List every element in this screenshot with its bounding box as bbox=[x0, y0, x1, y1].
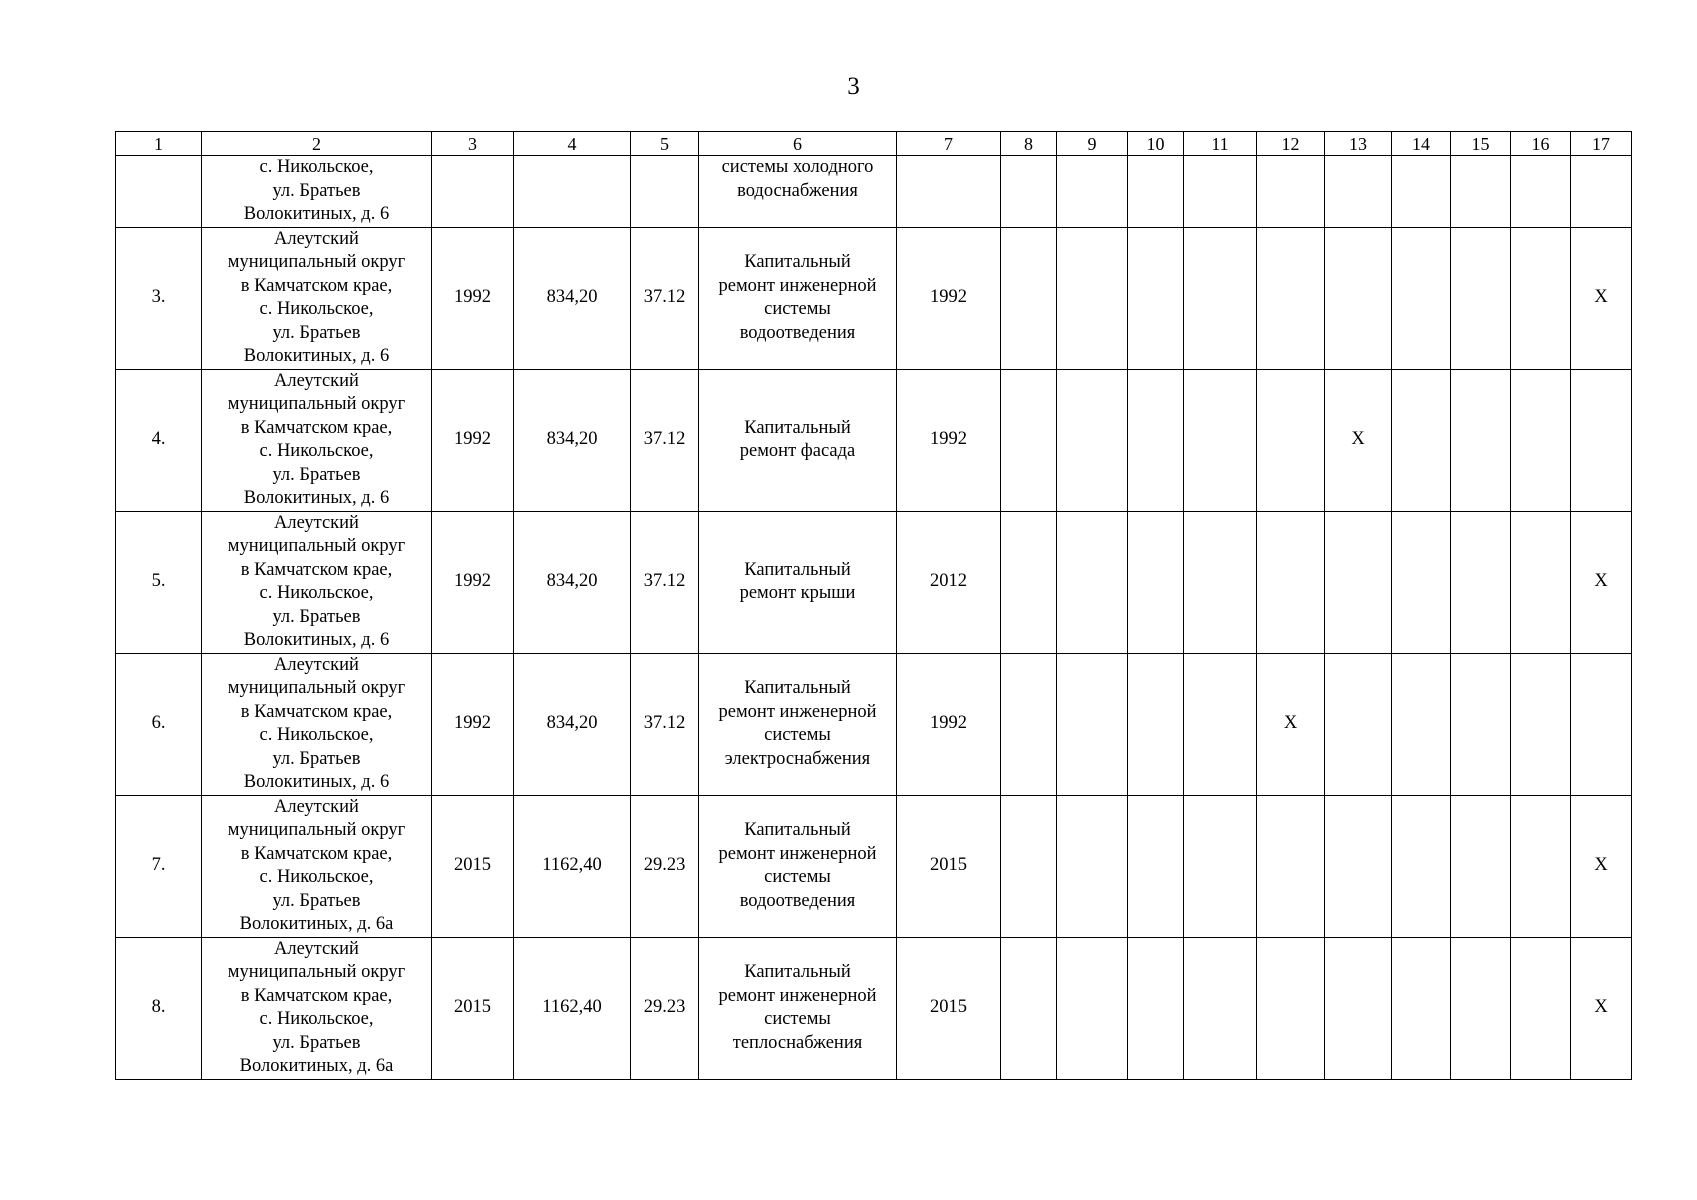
column-header: 11 bbox=[1184, 132, 1257, 156]
column-header: 17 bbox=[1571, 132, 1632, 156]
period-mark-cell bbox=[1001, 511, 1057, 653]
period-mark-cell bbox=[1001, 227, 1057, 369]
period-mark-cell bbox=[1257, 227, 1325, 369]
period-mark-cell bbox=[1325, 156, 1392, 228]
address-cell: Алеутский муниципальный округ в Камчатском крае, с. Никольское, ул. Братьев Волокитиных, д. 6 bbox=[202, 653, 432, 795]
period-mark-cell bbox=[1511, 227, 1571, 369]
last-repair-year-cell bbox=[897, 156, 1001, 228]
last-repair-year-cell: 1992 bbox=[897, 227, 1001, 369]
column-header: 7 bbox=[897, 132, 1001, 156]
address-cell: Алеутский муниципальный округ в Камчатском крае, с. Никольское, ул. Братьев Волокитиных, д. 6 bbox=[202, 227, 432, 369]
column-header: 10 bbox=[1128, 132, 1184, 156]
row-number-cell: 8. bbox=[116, 937, 202, 1079]
work-type-cell: Капитальный ремонт крыши bbox=[699, 511, 897, 653]
period-mark-cell bbox=[1325, 795, 1392, 937]
period-mark-cell bbox=[1571, 369, 1632, 511]
period-mark-cell bbox=[1057, 653, 1128, 795]
period-mark-cell bbox=[1184, 795, 1257, 937]
period-mark-cell bbox=[1184, 511, 1257, 653]
period-mark-cell bbox=[1511, 653, 1571, 795]
area-cell: 1162,40 bbox=[514, 937, 631, 1079]
column-header: 16 bbox=[1511, 132, 1571, 156]
table-row bbox=[116, 653, 1632, 795]
period-mark-cell bbox=[1451, 795, 1511, 937]
build-year-cell: 1992 bbox=[432, 369, 514, 511]
wear-cell: 37.12 bbox=[631, 653, 699, 795]
wear-cell: 37.12 bbox=[631, 511, 699, 653]
column-header: 13 bbox=[1325, 132, 1392, 156]
last-repair-year-cell: 1992 bbox=[897, 369, 1001, 511]
area-cell: 1162,40 bbox=[514, 795, 631, 937]
table-row bbox=[116, 156, 1632, 228]
period-mark-cell bbox=[1257, 369, 1325, 511]
period-mark-cell bbox=[1128, 156, 1184, 228]
column-header: 1 bbox=[116, 132, 202, 156]
period-mark-cell bbox=[1128, 937, 1184, 1079]
period-mark-cell bbox=[1571, 653, 1632, 795]
column-number-row bbox=[116, 132, 1632, 156]
area-cell: 834,20 bbox=[514, 369, 631, 511]
page-number: 3 bbox=[847, 73, 860, 100]
area-cell: 834,20 bbox=[514, 227, 631, 369]
table-row bbox=[116, 937, 1632, 1079]
work-type-cell: системы холодного водоснабжения bbox=[699, 156, 897, 228]
period-mark-cell bbox=[1001, 653, 1057, 795]
address-cell: Алеутский муниципальный округ в Камчатском крае, с. Никольское, ул. Братьев Волокитиных, д. 6а bbox=[202, 937, 432, 1079]
row-number-cell: 5. bbox=[116, 511, 202, 653]
period-mark-cell: X bbox=[1571, 227, 1632, 369]
period-mark-cell: X bbox=[1571, 511, 1632, 653]
period-mark-cell bbox=[1001, 937, 1057, 1079]
period-mark-cell bbox=[1184, 156, 1257, 228]
table-row bbox=[116, 511, 1632, 653]
period-mark-cell bbox=[1325, 227, 1392, 369]
period-mark-cell bbox=[1325, 653, 1392, 795]
period-mark-cell bbox=[1511, 156, 1571, 228]
last-repair-year-cell: 2015 bbox=[897, 937, 1001, 1079]
period-mark-cell bbox=[1451, 227, 1511, 369]
row-number-cell: 4. bbox=[116, 369, 202, 511]
period-mark-cell bbox=[1128, 795, 1184, 937]
table-row bbox=[116, 795, 1632, 937]
period-mark-cell bbox=[1057, 511, 1128, 653]
work-type-cell: Капитальный ремонт фасада bbox=[699, 369, 897, 511]
period-mark-cell bbox=[1057, 227, 1128, 369]
period-mark-cell bbox=[1511, 511, 1571, 653]
period-mark-cell bbox=[1257, 511, 1325, 653]
period-mark-cell bbox=[1184, 227, 1257, 369]
period-mark-cell bbox=[1128, 653, 1184, 795]
period-mark-cell bbox=[1001, 369, 1057, 511]
area-cell: 834,20 bbox=[514, 653, 631, 795]
row-number-cell: 6. bbox=[116, 653, 202, 795]
build-year-cell: 2015 bbox=[432, 795, 514, 937]
wear-cell: 37.12 bbox=[631, 227, 699, 369]
period-mark-cell bbox=[1451, 653, 1511, 795]
column-header: 9 bbox=[1057, 132, 1128, 156]
build-year-cell: 1992 bbox=[432, 511, 514, 653]
period-mark-cell bbox=[1057, 369, 1128, 511]
address-cell: Алеутский муниципальный округ в Камчатском крае, с. Никольское, ул. Братьев Волокитиных, д. 6 bbox=[202, 511, 432, 653]
period-mark-cell bbox=[1184, 653, 1257, 795]
address-cell: Алеутский муниципальный округ в Камчатском крае, с. Никольское, ул. Братьев Волокитиных, д. 6 bbox=[202, 369, 432, 511]
wear-cell bbox=[631, 156, 699, 228]
period-mark-cell bbox=[1392, 937, 1451, 1079]
period-mark-cell bbox=[1257, 795, 1325, 937]
period-mark-cell bbox=[1392, 653, 1451, 795]
row-number-cell bbox=[116, 156, 202, 228]
row-number-cell: 7. bbox=[116, 795, 202, 937]
work-type-cell: Капитальный ремонт инженерной системы электроснабжения bbox=[699, 653, 897, 795]
period-mark-cell: X bbox=[1571, 795, 1632, 937]
period-mark-cell bbox=[1451, 156, 1511, 228]
wear-cell: 29.23 bbox=[631, 795, 699, 937]
build-year-cell: 1992 bbox=[432, 227, 514, 369]
area-cell: 834,20 bbox=[514, 511, 631, 653]
repair-schedule-table bbox=[115, 131, 1632, 1080]
address-cell: с. Никольское, ул. Братьев Волокитиных, д. 6 bbox=[202, 156, 432, 228]
period-mark-cell bbox=[1392, 227, 1451, 369]
last-repair-year-cell: 2015 bbox=[897, 795, 1001, 937]
build-year-cell bbox=[432, 156, 514, 228]
period-mark-cell: X bbox=[1571, 937, 1632, 1079]
period-mark-cell bbox=[1325, 511, 1392, 653]
wear-cell: 37.12 bbox=[631, 369, 699, 511]
period-mark-cell bbox=[1571, 156, 1632, 228]
period-mark-cell bbox=[1184, 369, 1257, 511]
column-header: 8 bbox=[1001, 132, 1057, 156]
column-header: 3 bbox=[432, 132, 514, 156]
period-mark-cell bbox=[1257, 937, 1325, 1079]
address-cell: Алеутский муниципальный округ в Камчатском крае, с. Никольское, ул. Братьев Волокитиных, д. 6а bbox=[202, 795, 432, 937]
column-header: 2 bbox=[202, 132, 432, 156]
period-mark-cell bbox=[1511, 795, 1571, 937]
period-mark-cell bbox=[1392, 369, 1451, 511]
row-number-cell: 3. bbox=[116, 227, 202, 369]
build-year-cell: 2015 bbox=[432, 937, 514, 1079]
table-row bbox=[116, 369, 1632, 511]
last-repair-year-cell: 2012 bbox=[897, 511, 1001, 653]
build-year-cell: 1992 bbox=[432, 653, 514, 795]
wear-cell: 29.23 bbox=[631, 937, 699, 1079]
period-mark-cell bbox=[1451, 511, 1511, 653]
period-mark-cell bbox=[1451, 937, 1511, 1079]
last-repair-year-cell: 1992 bbox=[897, 653, 1001, 795]
period-mark-cell bbox=[1451, 369, 1511, 511]
area-cell bbox=[514, 156, 631, 228]
period-mark-cell bbox=[1184, 937, 1257, 1079]
column-header: 5 bbox=[631, 132, 699, 156]
column-header: 4 bbox=[514, 132, 631, 156]
period-mark-cell bbox=[1057, 937, 1128, 1079]
period-mark-cell: X bbox=[1257, 653, 1325, 795]
period-mark-cell bbox=[1001, 156, 1057, 228]
period-mark-cell bbox=[1128, 227, 1184, 369]
work-type-cell: Капитальный ремонт инженерной системы теплоснабжения bbox=[699, 937, 897, 1079]
column-header: 6 bbox=[699, 132, 897, 156]
period-mark-cell bbox=[1392, 156, 1451, 228]
period-mark-cell bbox=[1392, 511, 1451, 653]
period-mark-cell bbox=[1057, 795, 1128, 937]
period-mark-cell bbox=[1128, 369, 1184, 511]
period-mark-cell bbox=[1325, 937, 1392, 1079]
work-type-cell: Капитальный ремонт инженерной системы водоотведения bbox=[699, 227, 897, 369]
period-mark-cell bbox=[1057, 156, 1128, 228]
period-mark-cell bbox=[1257, 156, 1325, 228]
period-mark-cell bbox=[1001, 795, 1057, 937]
work-type-cell: Капитальный ремонт инженерной системы водоотведения bbox=[699, 795, 897, 937]
column-header: 14 bbox=[1392, 132, 1451, 156]
table-row bbox=[116, 227, 1632, 369]
column-header: 12 bbox=[1257, 132, 1325, 156]
column-header: 15 bbox=[1451, 132, 1511, 156]
period-mark-cell bbox=[1511, 937, 1571, 1079]
period-mark-cell bbox=[1128, 511, 1184, 653]
period-mark-cell bbox=[1511, 369, 1571, 511]
period-mark-cell: X bbox=[1325, 369, 1392, 511]
period-mark-cell bbox=[1392, 795, 1451, 937]
